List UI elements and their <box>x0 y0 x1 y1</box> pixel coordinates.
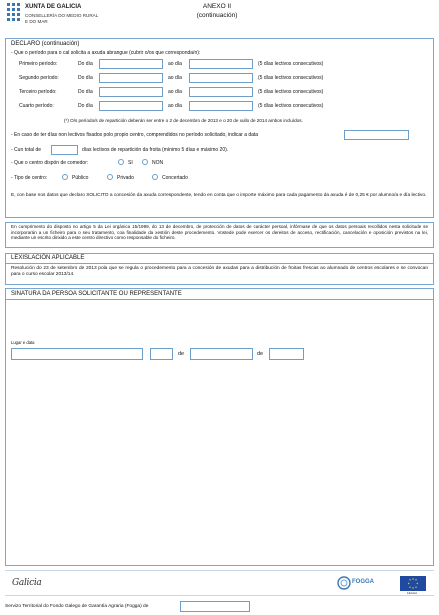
period-3-to-field[interactable] <box>189 87 253 97</box>
period-question: - Que o período para o cal solicita a axuda abrangue (cubrir o/os que corresponda/n): <box>11 50 201 56</box>
xunta-logo <box>7 3 21 25</box>
period-4-to-field[interactable] <box>189 101 253 111</box>
eu-caption: FEAGA <box>407 591 418 595</box>
period-1-from-label: Do día <box>78 61 93 67</box>
dept-line-1: CONSELLERÍA DO MEDIO RURAL <box>25 13 99 18</box>
period-1-to-label: ao día <box>168 61 182 67</box>
period-4-from-field[interactable] <box>99 101 163 111</box>
period-1-note: (5 días lectivos consecutivos) <box>258 61 324 67</box>
canteen-non-radio[interactable] <box>142 159 148 165</box>
center-public-radio[interactable] <box>62 174 68 180</box>
period-1-label: Primeiro período: <box>19 61 58 67</box>
signature-section <box>5 288 434 566</box>
service-text: Servizo Territorial do Fondo Galego de Garantía Agraria (Fogga) de <box>5 604 149 609</box>
period-3-label: Terceiro período: <box>19 89 57 95</box>
center-concerted-label: Concertado <box>162 175 188 181</box>
canteen-non-label: NON <box>152 160 164 166</box>
period-2-to-label: ao día <box>168 75 182 81</box>
signature-divider <box>5 299 434 300</box>
period-1-from-field[interactable] <box>99 59 163 69</box>
legislation-text: Resolución do 23 de setembro de 2013 pola que se regula o procedemento para a concesión de axudas para a distribución de froitas frescas ao alumnado de centros escolares e se convocan para o curso escolar 2013/14. <box>11 266 428 277</box>
total-days-field[interactable] <box>51 145 78 155</box>
center-type-label: - Tipo de centro: <box>11 175 48 181</box>
non-lective-label: - En caso de ter días non lectivos fixados polo propio centro, comprendidos no período solicitado, indicar a data <box>11 132 259 138</box>
period-4-to-label: ao día <box>168 103 182 109</box>
period-3-note: (5 días lectivos consecutivos) <box>258 89 324 95</box>
period-2-label: Segundo período: <box>19 75 59 81</box>
period-footnote: (*) O/s período/s de repartición deberán ser entre o 2 de decembro de 2013 e o 20 de xullo de 2014 ambos incluídos. <box>64 118 303 123</box>
annex-title: ANEXO II <box>202 3 232 10</box>
place-field[interactable] <box>11 348 143 360</box>
canteen-si-label: SI <box>128 160 133 166</box>
place-date-label: Lugar e data <box>11 340 35 345</box>
period-3-from-field[interactable] <box>99 87 163 97</box>
period-2-note: (5 días lectivos consecutivos) <box>258 75 324 81</box>
total-suffix: días lectivos de repartición da froita (mínimo 5 días e máximo 20). <box>82 147 229 153</box>
period-2-from-field[interactable] <box>99 73 163 83</box>
year-field[interactable] <box>269 348 304 360</box>
period-1-to-field[interactable] <box>189 59 253 69</box>
center-concerted-radio[interactable] <box>152 174 158 180</box>
privacy-text: En cumprimento do disposto no artigo 5 da Lei orgánica 15/1999, do 13 de decembro, de protección de datos de carácter persoal, infórmase de que os datos persoais recollidos nesta solicitude se incorporarán a un ficheiro para o seu tratamento, coa finalidade da xestión deste procedemento. Vostede pode exercer os dereitos de acceso, rectificación, cancelación e oposición previstos na lei, mediante un escrito dirixido a este centro directivo como responsable do ficheiro. <box>11 224 428 241</box>
service-province-field[interactable] <box>180 601 250 612</box>
declaro-title: DECLARO (continuación) <box>11 41 80 47</box>
center-public-label: Público <box>72 175 89 181</box>
fogga-logo-icon <box>337 576 351 590</box>
de-label-2: de <box>257 351 264 357</box>
period-4-note: (5 días lectivos consecutivos) <box>258 103 324 109</box>
canteen-label: - Que o centro dispón de comedor: <box>11 160 89 166</box>
period-3-from-label: Do día <box>78 89 93 95</box>
canteen-si-radio[interactable] <box>118 159 124 165</box>
period-4-label: Cuarto período: <box>19 103 54 109</box>
period-2-from-label: Do día <box>78 75 93 81</box>
signature-title: SINATURA DA PERSOA SOLICITANTE OU REPRESENTANTE <box>11 291 182 297</box>
request-text: E, con base nos datos que declaro SOLICITO a concesión da axuda correspondente, tendo en conta que o importe máximo para cada pagamento da axuda é de 0,25 € por alumno/a e día lectivo. <box>11 193 427 198</box>
non-lective-date-field[interactable] <box>344 130 409 140</box>
period-2-to-field[interactable] <box>189 73 253 83</box>
eu-flag-icon <box>400 576 426 591</box>
center-private-label: Privado <box>117 175 134 181</box>
day-field[interactable] <box>150 348 173 360</box>
total-prefix: - Cun total de <box>11 147 42 153</box>
de-label-1: de <box>178 351 185 357</box>
org-name: XUNTA DE GALICIA <box>25 4 82 10</box>
period-3-to-label: ao día <box>168 89 182 95</box>
dept-line-2: E DO MAR <box>25 19 48 24</box>
annex-subtitle: (continuación) <box>196 12 238 19</box>
month-field[interactable] <box>190 348 253 360</box>
fogga-logo-text: FOGGA <box>352 579 374 585</box>
galicia-logo: Galicia <box>12 578 42 588</box>
legislation-title: LEXISLACIÓN APLICABLE <box>11 255 85 261</box>
legislation-divider <box>5 263 434 264</box>
period-4-from-label: Do día <box>78 103 93 109</box>
center-private-radio[interactable] <box>107 174 113 180</box>
